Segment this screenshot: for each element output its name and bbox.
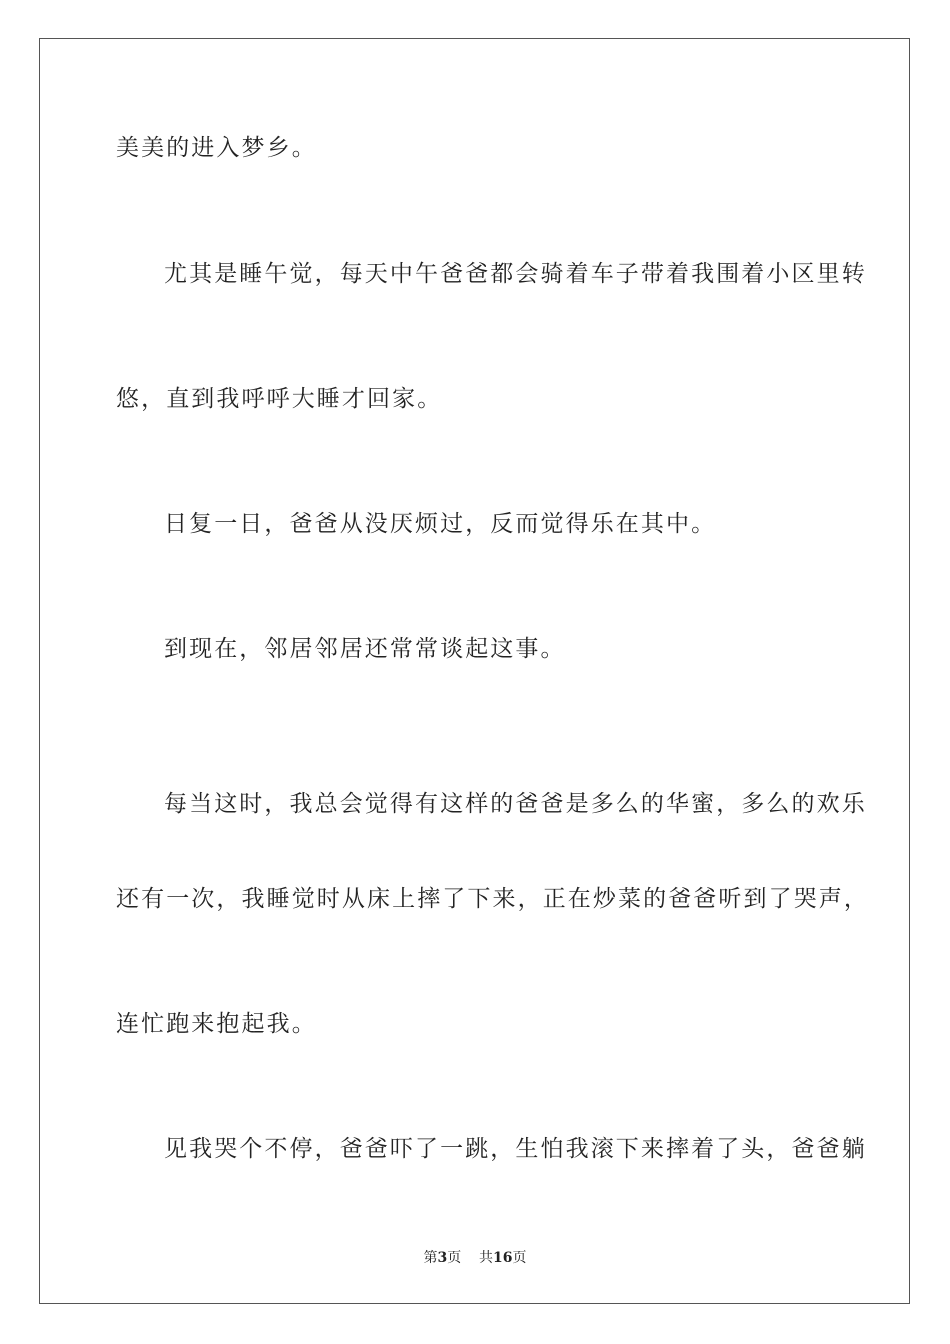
total-prefix: 共 — [479, 1250, 494, 1266]
text-line: 每当这时，我总会觉得有这样的爸爸是多么的华蜜，多么的欢乐 — [164, 791, 867, 817]
text-line: 日复一日，爸爸从没厌烦过，反而觉得乐在其中。 — [164, 511, 717, 537]
text-line: 尤其是睡午觉，每天中午爸爸都会骑着车子带着我围着小区里转 — [164, 261, 867, 287]
page-prefix: 第 — [423, 1250, 438, 1266]
page-border — [39, 38, 910, 1304]
page-number: 3 — [437, 1250, 448, 1266]
text-line: 连忙跑来抱起我。 — [116, 1011, 317, 1037]
total-pages: 16 — [493, 1250, 513, 1266]
text-line: 悠，直到我呼呼大睡才回家。 — [116, 386, 443, 412]
page-suffix: 页 — [447, 1250, 462, 1266]
text-line: 美美的进入梦乡。 — [116, 135, 317, 161]
text-line: 还有一次，我睡觉时从床上摔了下来，正在炒菜的爸爸听到了哭声， — [116, 886, 869, 912]
text-line: 见我哭个不停，爸爸吓了一跳，生怕我滚下来摔着了头，爸爸躺 — [164, 1136, 867, 1162]
text-line: 到现在，邻居邻居还常常谈起这事。 — [164, 636, 566, 662]
page-footer — [0, 1248, 950, 1268]
total-suffix: 页 — [512, 1250, 527, 1266]
